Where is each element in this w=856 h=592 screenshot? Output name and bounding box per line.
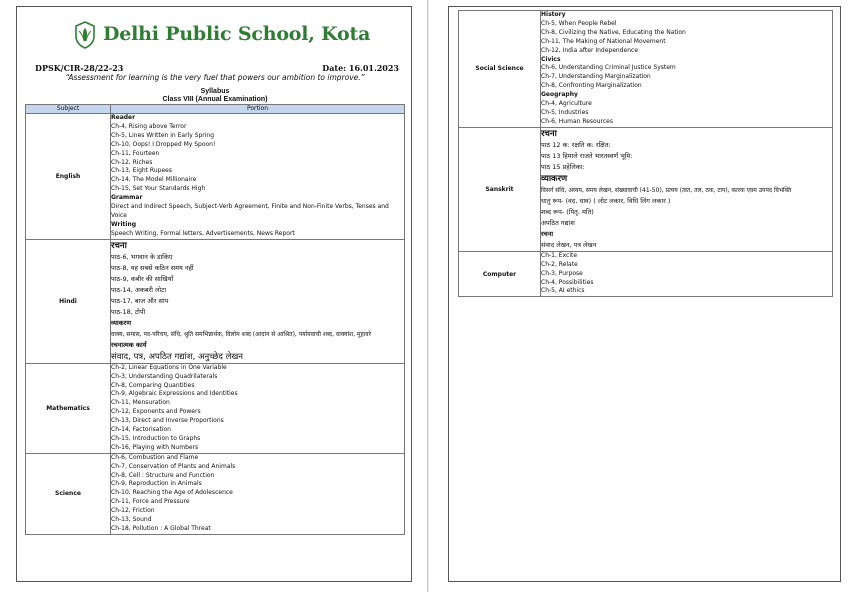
portion-science (111, 453, 405, 534)
chapter-item: Ch-3, Purpose (541, 269, 583, 277)
chapter-item: पाठ 13 हिमाले राजते भारतस्वर्णं भूमि: (541, 151, 633, 160)
chapter-item: Ch-12, Friction (111, 507, 155, 515)
syllabus-title: Syllabus (200, 88, 230, 95)
chapter-item: Ch-18, Pollution : A Global Threat (111, 525, 211, 532)
table-header-row (26, 105, 405, 114)
section-title: रचना (111, 240, 127, 251)
chapter-item: Ch-11, Force and Pressure (111, 498, 190, 506)
chapter-item: Ch-11, Mensuration (111, 399, 170, 407)
chapter-item: Ch-7, Understanding Marginalization (541, 73, 651, 81)
chapter-item: Ch-5, AI ethics (541, 287, 585, 295)
chapter-item: Ch-14, The Model Millionaire (111, 176, 197, 184)
table-row (459, 11, 833, 128)
grammar-topics: Direct and Indirect Speech, Subject-Verb Agreement, Finite and Non-Finite Verbs, Tenses and Voice (111, 203, 389, 219)
chapter-item: Ch-9, Algebraic Expressions and Identities (111, 390, 238, 398)
portion-social-science (541, 11, 833, 128)
chapter-item: Ch-12, India after Independence (541, 46, 639, 54)
chapter-item: Ch-8, Comparing Quantities (111, 381, 195, 389)
school-header (17, 15, 413, 55)
chapter-item: पाठ-17, बाज और सांप (111, 296, 169, 305)
chapter-item: Ch-16, Playing with Numbers (111, 443, 199, 451)
document-page-2 (429, 0, 856, 592)
subject-mathematics: Mathematics (26, 363, 111, 453)
portion-hindi (111, 239, 405, 363)
apathit-gadyansh: अपठित गद्यांश (541, 218, 575, 227)
table-row (26, 239, 405, 363)
chapter-item: पाठ 12 क: रक्षति क: रक्षित: (541, 140, 611, 149)
chapter-item: Ch-4, Possibilities (541, 278, 594, 286)
syllabus-table (25, 104, 405, 535)
section-title: Writing (111, 220, 137, 228)
section-title: Reader (111, 114, 136, 121)
section-title: Grammar (111, 194, 143, 202)
chapter-item: Ch-3, Understanding Quadrilaterals (111, 372, 218, 380)
chapter-item: Ch-4, Agriculture (541, 100, 592, 108)
section-title: रचना (541, 229, 554, 238)
chapter-item: पाठ-6, भगवान के डाकिए (111, 252, 173, 261)
chapter-item: Ch-14, Factorisation (111, 426, 171, 434)
chapter-item: Ch-13, Direct and Inverse Proportions (111, 417, 224, 425)
section-title: रचनात्मक कार्य (111, 340, 147, 349)
chapter-item: Ch-15, Set Your Standards High (111, 185, 206, 193)
chapter-item: पाठ-14, अकबरी लोटा (111, 285, 167, 294)
circular-number: DPSK/CIR-28/22-23 (35, 63, 124, 73)
vyakaran-topics: वाक्य, समास, पद-परिचय, संधि, श्रुति समभिन्नार्थक, विलोम शब्द (आदान से आश्रित), पर्यायवाची शब्द, वाक्यांश, मुहावरे (111, 330, 372, 338)
chapter-item: Ch-12, Exponents and Powers (111, 408, 201, 416)
chapter-item: Ch-5, When People Rebel (541, 19, 617, 27)
chapter-item: Ch-8, Civilizing the Native, Educating the Nation (541, 28, 686, 36)
rachna-topics: संवाद लेखन, पत्र लेखन (541, 240, 597, 249)
chapter-item: Ch-1, Excite (541, 251, 578, 259)
table-row (26, 363, 405, 453)
section-title: व्याकरण (541, 173, 568, 184)
chapter-item: Ch-7, Conservation of Plants and Animals (111, 462, 236, 470)
subject-column-header: Subject (26, 105, 111, 114)
chapter-item: Ch-9, Reproduction in Animals (111, 480, 202, 488)
section-title: History (541, 11, 566, 18)
class-title: Class VIII (Annual Examination) (162, 96, 268, 103)
chapter-item: Ch-5, Lines Written in Early Spring (111, 131, 215, 139)
portion-computer (541, 251, 833, 297)
chapter-item: Ch-6, Combustion and Flame (111, 453, 199, 461)
chapter-item: Ch-5, Industries (541, 108, 589, 116)
chapter-item: Ch-11, The Making of National Movement (541, 37, 666, 45)
dhatu-roop: धातु रूप- (वद, धाव) ( लोट लकार, विधि लिंग लकार ) (541, 196, 671, 205)
table-row (26, 453, 405, 534)
chapter-item: Ch-13, Eight Rupees (111, 167, 172, 175)
chapter-item: Ch-6, Human Resources (541, 117, 613, 125)
page-border (448, 6, 841, 582)
chapter-item: Ch-8, Confronting Marginalization (541, 82, 642, 90)
table-row (459, 251, 833, 297)
chapter-item: Ch-13, Sound (111, 516, 152, 524)
school-name: Delhi Public School, Kota (103, 23, 371, 45)
chapter-item: Ch-2, Relate (541, 260, 578, 268)
subject-computer: Computer (459, 251, 541, 297)
circular-date: Date: 16.01.2023 (322, 63, 399, 73)
chapter-item: Ch-8, Cell : Structure and Function (111, 471, 215, 479)
chapter-item: Ch-10, Reaching the Age of Adolescence (111, 489, 233, 497)
table-row (459, 127, 833, 251)
rachnatmak-topics: संवाद, पत्र, अपठित गद्यांश, अनुच्छेद लेखन (111, 351, 243, 362)
motto-quote: “Assessment for learning is the very fuel that powers our ambition to improve.” (65, 73, 365, 82)
portion-sanskrit (541, 127, 833, 251)
chapter-item: पाठ-9, कबीर की साखियाँ (111, 274, 174, 283)
syllabus-table-continued (458, 10, 833, 297)
subject-english: English (26, 114, 111, 240)
chapter-item: Ch-12, Riches (111, 158, 153, 166)
chapter-item: Ch-4, Rising above Terror (111, 122, 187, 130)
portion-mathematics (111, 363, 405, 453)
section-title: रचना (541, 128, 557, 139)
school-logo-icon (74, 21, 96, 49)
vyakaran-topics: विसर्ग संधि, अव्यय, समय लेखन, संख्यावाची (41-50), प्रत्यय (त्वत, तल, ठक, टाप), कारक एवम उपपद विभक्ति (541, 186, 792, 194)
subject-social-science: Social Science (459, 11, 541, 128)
chapter-item: Ch-15, Introduction to Graphs (111, 434, 201, 442)
table-row (26, 114, 405, 240)
section-title: Civics (541, 55, 561, 63)
chapter-item: पाठ 15 प्रहेलिका: (541, 162, 585, 171)
portion-english (111, 114, 405, 240)
chapter-item: पाठ-18, टोपी (111, 307, 146, 316)
subject-sanskrit: Sanskrit (459, 127, 541, 251)
portion-column-header: Portion (111, 105, 405, 114)
chapter-item: पाठ-8, यह सबसे कठिन समय नहीं (111, 263, 194, 272)
chapter-item: Ch-11, Fourteen (111, 149, 160, 157)
chapter-item: Ch-10, Oops! I Dropped My Spoon! (111, 140, 216, 148)
shabd-roop: शब्द रूप- (पितृ, मति) (541, 207, 594, 216)
chapter-item: Ch-2, Linear Equations in One Variable (111, 363, 227, 371)
subject-hindi: Hindi (26, 239, 111, 363)
subject-science: Science (26, 453, 111, 534)
chapter-item: Ch-6, Understanding Criminal Justice System (541, 64, 676, 72)
section-title: व्याकरण (111, 318, 132, 327)
page-border (16, 6, 412, 582)
writing-topics: Speech Writing, Formal letters, Advertisements, News Report (111, 229, 295, 237)
section-title: Geography (541, 91, 578, 99)
